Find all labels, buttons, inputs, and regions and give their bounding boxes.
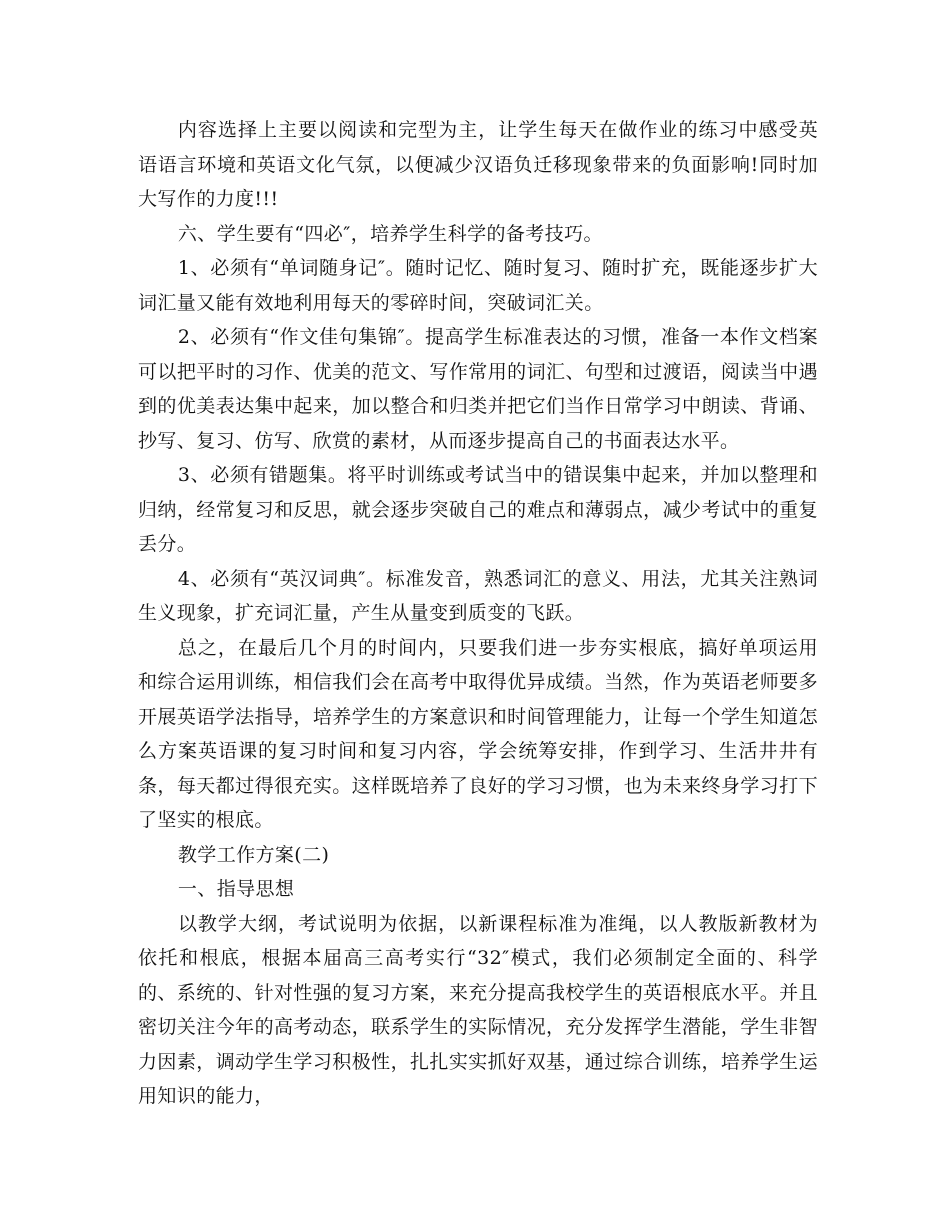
paragraph-heading-four-musts: 六、学生要有“四必″，培养学生科学的备考技巧。 (177, 222, 603, 245)
section-title-plan-two: 教学工作方案(二) (177, 843, 330, 866)
paragraph-summary: 总之，在最后几个月的时间内，只要我们进一步夯实根底，搞好单项运用和综合运用训练，相信我们会在高考中取得优异成绩。当然，作为英语老师要多开展英语学法指导，培养学生的方案意识和时间管理能力，让每一个学生知道怎么方案英语课的复习时间和复习内容，学会统筹安排，作到学习、生活井井有条，每天都过得很充实。这样既培养了良好的学习习惯，也为未来终身学习打下了坚实的根底。 (138, 636, 818, 831)
paragraph-content-selection: 内容选择上主要以阅读和完型为主，让学生每天在做作业的练习中感受英语语言环境和英语文化气氛，以便减少汉语负迁移现象带来的负面影响!同时加大写作的力度!!! (138, 119, 818, 210)
paragraph-dictionary: 4、必须有“英汉词典″。标准发音，熟悉词汇的意义、用法，尤其关注熟词生义现象，扩充词汇量，产生从量变到质变的飞跃。 (138, 567, 818, 624)
section-heading-guiding-ideology: 一、指导思想 (177, 878, 295, 900)
document-body (138, 113, 818, 1114)
paragraph-word-notebook: 1、必须有“单词随身记″。随时记忆、随时复习、随时扩充，既能逐步扩大词汇量又能有效地利用每天的零碎时间，突破词汇关。 (138, 257, 818, 314)
paragraph-guiding-ideology: 以教学大纲，考试说明为依据，以新课程标准为准绳，以人教版新教材为依托和根底，根据本届高三高考实行“32″模式，我们必须制定全面的、科学的、系统的、针对性强的复习方案，来充分提高我校学生的英语根底水平。并且密切关注今年的高考动态，联系学生的实际情况，充分发挥学生潜能，学生非智力因素，调动学生学习积极性，扎扎实实抓好双基，通过综合训练，培养学生运用知识的能力， (138, 912, 818, 1107)
paragraph-error-collection: 3、必须有错题集。将平时训练或考试当中的错误集中起来，并加以整理和归纳，经常复习和反思，就会逐步突破自己的难点和薄弱点，减少考试中的重复丢分。 (138, 464, 818, 555)
paragraph-essay-collection: 2、必须有“作文佳句集锦″。提高学生标准表达的习惯，准备一本作文档案可以把平时的习作、优美的范文、写作常用的词汇、句型和过渡语，阅读当中遇到的优美表达集中起来，加以整合和归类并把它们当作日常学习中朗读、背诵、抄写、复习、仿写、欣赏的素材，从而逐步提高自己的书面表达水平。 (138, 326, 818, 452)
